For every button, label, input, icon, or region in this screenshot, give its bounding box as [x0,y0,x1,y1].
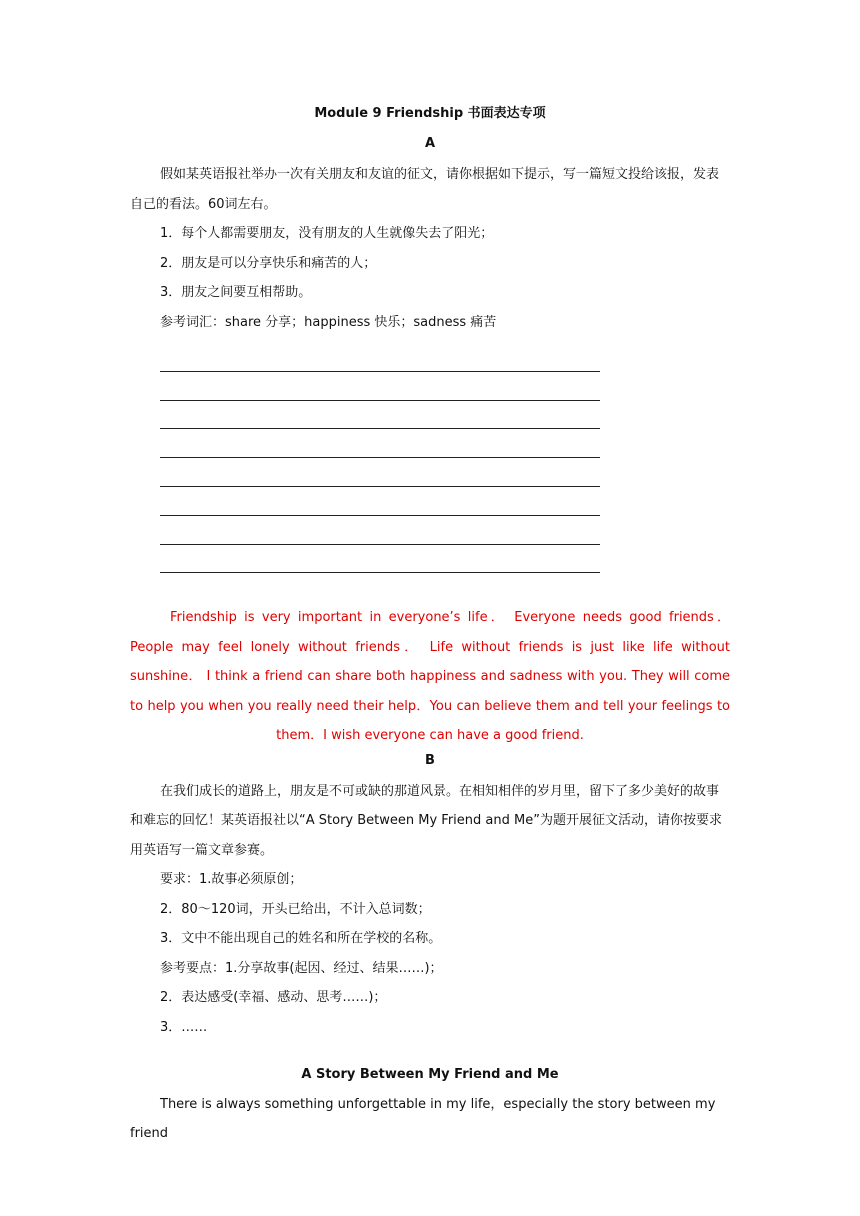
section-b-keypoint-2: 2．表达感受(幸福、感动、思考……)； [160,990,387,1006]
section-a-sample-answer: Friendship is very important in everyone’s life． Everyone needs good friends． People may feel lonely without friends． Life without friends is just like life without sunshine． I think a friend can share both happiness and sadness with you. They will come to help you when you really need their help．You can believe them and tell your feelings to them．I wish everyone can have a good friend. [130,610,730,744]
document-title: Module 9 Friendship 书面表达专项 [314,106,546,121]
section-a-point-2: 2．朋友是可以分享快乐和痛苦的人； [160,255,377,271]
answer-line [160,372,600,401]
answer-line [160,401,600,430]
answer-line [160,487,600,516]
answer-line [160,343,600,372]
answer-line [160,458,600,487]
section-a-prompt: 假如某英语报社举办一次有关朋友和友谊的征文，请你根据如下提示，写一篇短文投给该报，发表自己的看法。60词左右。 [130,167,720,212]
answer-lines [160,343,600,573]
answer-line [160,545,600,574]
document-content [130,104,730,1149]
section-b-heading: B [425,752,435,768]
section-b-requirement-3: 3．文中不能出现自己的姓名和所在学校的名称。 [160,931,442,947]
answer-line [160,516,600,545]
section-b-keypoint-1: 参考要点：1.分享故事(起因、经过、结果……)； [160,960,443,976]
section-b-keypoint-3: 3．…… [160,1019,208,1035]
section-b-requirement-2: 2．80～120词，开头已给出，不计入总词数； [160,901,431,917]
answer-line [160,429,600,458]
section-a-point-3: 3．朋友之间要互相帮助。 [160,285,312,300]
story-start: There is always something unforgettable in my life，especially the story between my friend [130,1096,716,1142]
story-title: A Story Between My Friend and Me [301,1067,559,1083]
section-a-heading: A [424,136,436,151]
section-b-prompt: 在我们成长的道路上，朋友是不可或缺的那道风景。在相知相伴的岁月里，留下了多少美好的故事和难忘的回忆！某英语报社以“A Story Between My Friend and Me”为题开展征文活动，请你按要求用英语写一篇文章参赛。 [130,783,722,858]
section-b-requirement-1: 要求：1.故事必须原创； [160,872,303,888]
section-a-vocab: 参考词汇：share 分享；happiness 快乐；sadness 痛苦 [160,314,497,330]
section-a-point-1: 1．每个人都需要朋友，没有朋友的人生就像失去了阳光； [160,226,494,241]
